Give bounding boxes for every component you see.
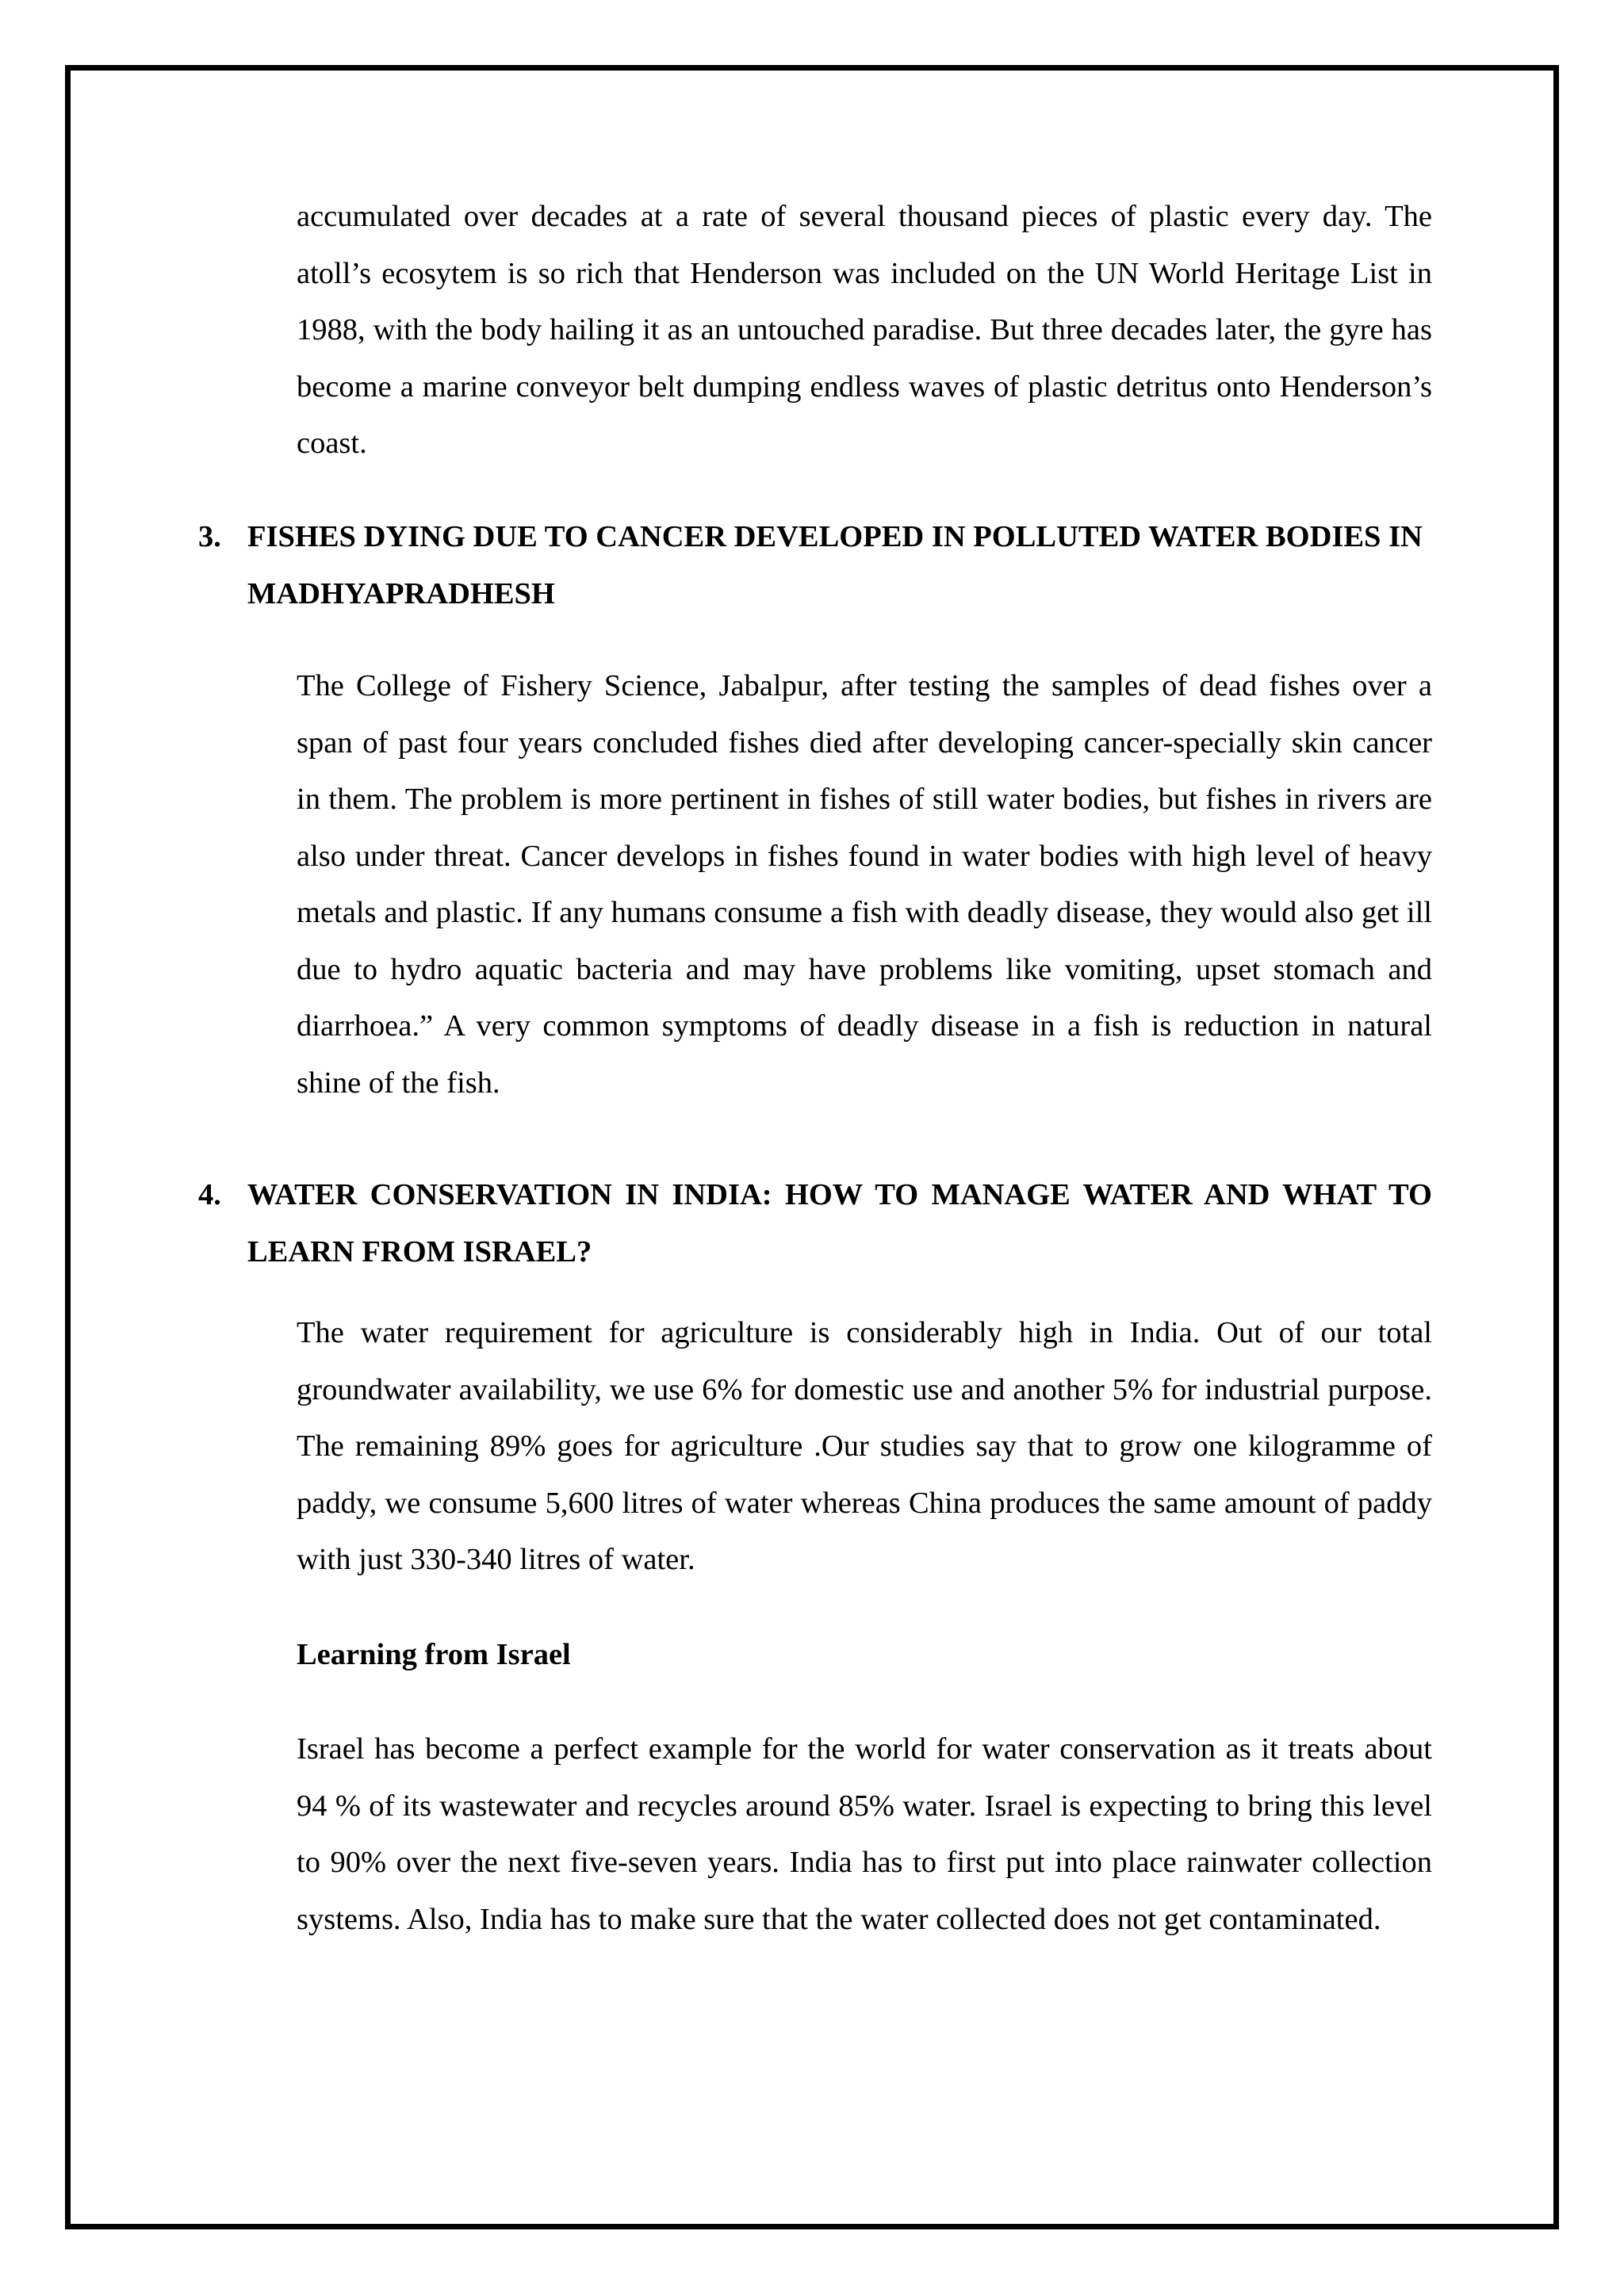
learning-from-israel-subheading: Learning from Israel xyxy=(297,1638,571,1671)
section-3-heading xyxy=(198,509,1432,622)
section-3-paragraph: The College of Fishery Science, Jabalpur, after testing the samples of dead fishes over a span of past four years concluded fishes died after developing cancer-specially skin cancer in them. The problem is more pertinent in fishes of still water bodies, but fishes in rivers are also under threat. Cancer develops in fishes found in water bodies with high level of heavy metals and plastic. If any humans consume a fish with deadly disease, they would also get ill due to hydro aquatic bacteria and may have problems like vomiting, upset stomach and diarrhoea.” A very common symptoms of deadly disease in a fish is reduction in natural shine of the fish. xyxy=(297,669,1432,1100)
section-3-title: FISHES DYING DUE TO CANCER DEVELOPED IN POLLUTED WATER BODIES IN MADHYAPRADHESH xyxy=(247,520,1423,610)
learning-from-israel-paragraph: Israel has become a perfect example for the world for water conservation as it treats about 94 % of its wastewater and recycles around 85% water. Israel is expecting to bring this level to 90% over the next five-seven years. India has to first put into place rainwater collection systems. Also, India has to make sure that the water collected does not get contaminated. xyxy=(297,1732,1432,1936)
continuation-paragraph: accumulated over decades at a rate of several thousand pieces of plastic every day. The atoll’s ecosytem is so rich that Henderson was included on the UN World Heritage List in 1988, with the body hailing it as an untouched paradise. But three decades later, the gyre has become a marine conveyor belt dumping endless waves of plastic detritus onto Henderson’s coast. xyxy=(297,200,1432,460)
section-4-title: WATER CONSERVATION IN INDIA: HOW TO MANAGE WATER AND WHAT TO LEARN FROM ISRAEL? xyxy=(247,1178,1432,1269)
section-4-heading xyxy=(198,1167,1432,1280)
section-4-paragraph: The water requirement for agriculture is considerably high in India. Out of our total groundwater availability, we use 6% for domestic use and another 5% for industrial purpose. The remaining 89% goes for agriculture .Our studies say that to grow one kilogramme of paddy, we consume 5,600 litres of water whereas China produces the same amount of paddy with just 330-340 litres of water. xyxy=(297,1316,1432,1576)
section-3-number: 3. xyxy=(198,520,221,553)
section-4-number: 4. xyxy=(198,1178,221,1211)
